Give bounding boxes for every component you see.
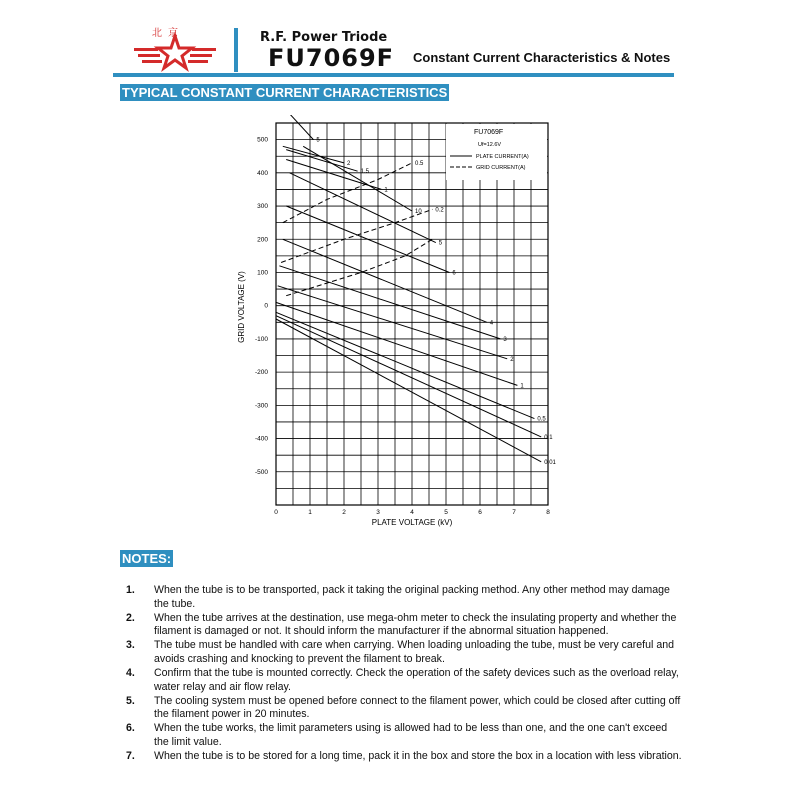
- plate-current-line: [283, 115, 314, 140]
- note-item: [122, 639, 682, 666]
- note-number: 5.: [126, 694, 135, 707]
- logo-text: 北京: [152, 28, 184, 39]
- grid-current-line: [281, 209, 432, 262]
- y-tick-label: -200: [254, 369, 268, 377]
- plate-current-line: [283, 146, 344, 163]
- plate-current-label: 1: [520, 383, 524, 390]
- plate-current-line: [276, 302, 517, 385]
- y-tick-label: -100: [254, 335, 268, 343]
- note-text: When the tube arrives at the destination, use mega-ohm meter to check the insulating property and whether the filament is damaged or not. It should inform the manufacturer if the abnormal situation happened.: [154, 611, 677, 638]
- note-item: [122, 667, 682, 694]
- note-number: 7.: [126, 750, 135, 763]
- plate-current-line: [276, 312, 534, 418]
- y-tick-label: 100: [257, 269, 268, 277]
- plate-current-label: 0.1: [544, 434, 553, 441]
- plate-current-label: 4: [489, 320, 494, 327]
- chart-section-heading: TYPICAL CONSTANT CURRENT CHARACTERISTICS: [122, 85, 448, 100]
- chart-grid: [276, 123, 548, 505]
- grid-current-label: 0.5: [415, 160, 424, 167]
- legend-entry: GRID CURRENT(A): [476, 165, 526, 171]
- notes-list: [122, 584, 682, 764]
- company-logo: [130, 28, 220, 74]
- grid-current-line: [283, 160, 412, 223]
- note-number: 2.: [126, 611, 135, 624]
- note-text: The cooling system must be opened before connect to the filament power, which could be closed after cutting off the filament power in 20 minutes.: [154, 694, 681, 721]
- note-item: [122, 695, 682, 722]
- plate-current-label: 3: [503, 336, 507, 343]
- note-number: 1.: [126, 584, 135, 596]
- legend-condition: Uf=12.6V: [478, 142, 502, 148]
- x-tick-label: 3: [376, 509, 380, 516]
- constant-current-chart: [220, 115, 560, 535]
- plate-current-line: [276, 319, 541, 462]
- plate-current-label: 5: [438, 240, 443, 247]
- note-item: [122, 612, 682, 639]
- y-tick-label: 500: [257, 136, 268, 144]
- legend-model: FU7069F: [474, 129, 504, 136]
- y-tick-label: 300: [257, 203, 268, 211]
- note-text: When the tube works, the limit parameters using is allowed had to be less than one, and the one can't exceed the limit value.: [154, 722, 668, 749]
- plate-current-label: 1.5: [360, 169, 369, 176]
- y-tick-label: 0: [264, 302, 268, 310]
- y-tick-label: -300: [254, 402, 268, 410]
- x-tick-label: 6: [478, 509, 482, 516]
- product-subtitle: R.F. Power Triode: [260, 30, 388, 45]
- plate-current-line: [279, 266, 500, 339]
- x-tick-label: 1: [308, 509, 312, 516]
- x-tick-label: 5: [444, 509, 448, 516]
- plate-current-label: 5: [316, 137, 320, 144]
- plate-current-line: [276, 316, 541, 437]
- note-number: 4.: [126, 667, 135, 680]
- y-tick-label: -400: [254, 435, 268, 443]
- document-title: Constant Current Characteristics & Notes: [413, 50, 671, 65]
- y-tick-label: -500: [254, 468, 268, 476]
- x-tick-label: 7: [512, 509, 516, 516]
- plate-current-label: 2: [347, 160, 351, 167]
- note-text: The tube must be handled with care when carrying. When loading unloading the tube, must be very careful and avoids crashing and knocking to prevent the filament to break.: [154, 639, 674, 665]
- note-item: [122, 722, 682, 749]
- note-number: 6.: [126, 722, 135, 735]
- x-axis-label: PLATE VOLTAGE (kV): [371, 518, 453, 527]
- legend-entry: PLATE CURRENT(A): [476, 154, 529, 160]
- note-item: [122, 584, 682, 611]
- x-tick-label: 8: [546, 509, 550, 516]
- note-number: 3.: [126, 639, 135, 652]
- y-axis-label: GRID VOLTAGE (V): [237, 271, 246, 343]
- note-item: [122, 750, 682, 764]
- x-tick-label: 4: [410, 509, 414, 516]
- x-tick-label: 2: [342, 509, 346, 516]
- model-number: FU7069F: [268, 44, 395, 72]
- plate-current-label: 1: [384, 187, 388, 194]
- plate-current-label: 10: [415, 209, 422, 216]
- note-text: When the tube is to be stored for a long time, pack it in the box and store the box in a location with less vibration.: [154, 750, 682, 763]
- header-rule: [113, 73, 674, 77]
- notes-section-heading: NOTES:: [122, 551, 172, 566]
- plate-current-label: 2: [510, 356, 514, 363]
- chart-legend: [446, 124, 547, 180]
- grid-current-label: 0.2: [435, 207, 444, 214]
- header-divider: [234, 28, 238, 72]
- grid-current-line: [286, 239, 432, 295]
- x-tick-label: 0: [274, 509, 278, 516]
- plate-current-label: 6: [452, 270, 456, 277]
- plate-current-line: [283, 239, 487, 322]
- note-text: Confirm that the tube is mounted correctly. Check the operation of the safety devices such as the overload relay, water relay and air flow relay.: [154, 667, 679, 693]
- note-text: When the tube is to be transported, pack it taking the original packing method. Any other method may damage the tube.: [154, 584, 670, 610]
- plate-current-label: 0.01: [544, 459, 556, 466]
- y-tick-label: 400: [257, 169, 268, 177]
- plate-current-label: 0.5: [537, 416, 546, 423]
- y-tick-label: 200: [257, 236, 268, 244]
